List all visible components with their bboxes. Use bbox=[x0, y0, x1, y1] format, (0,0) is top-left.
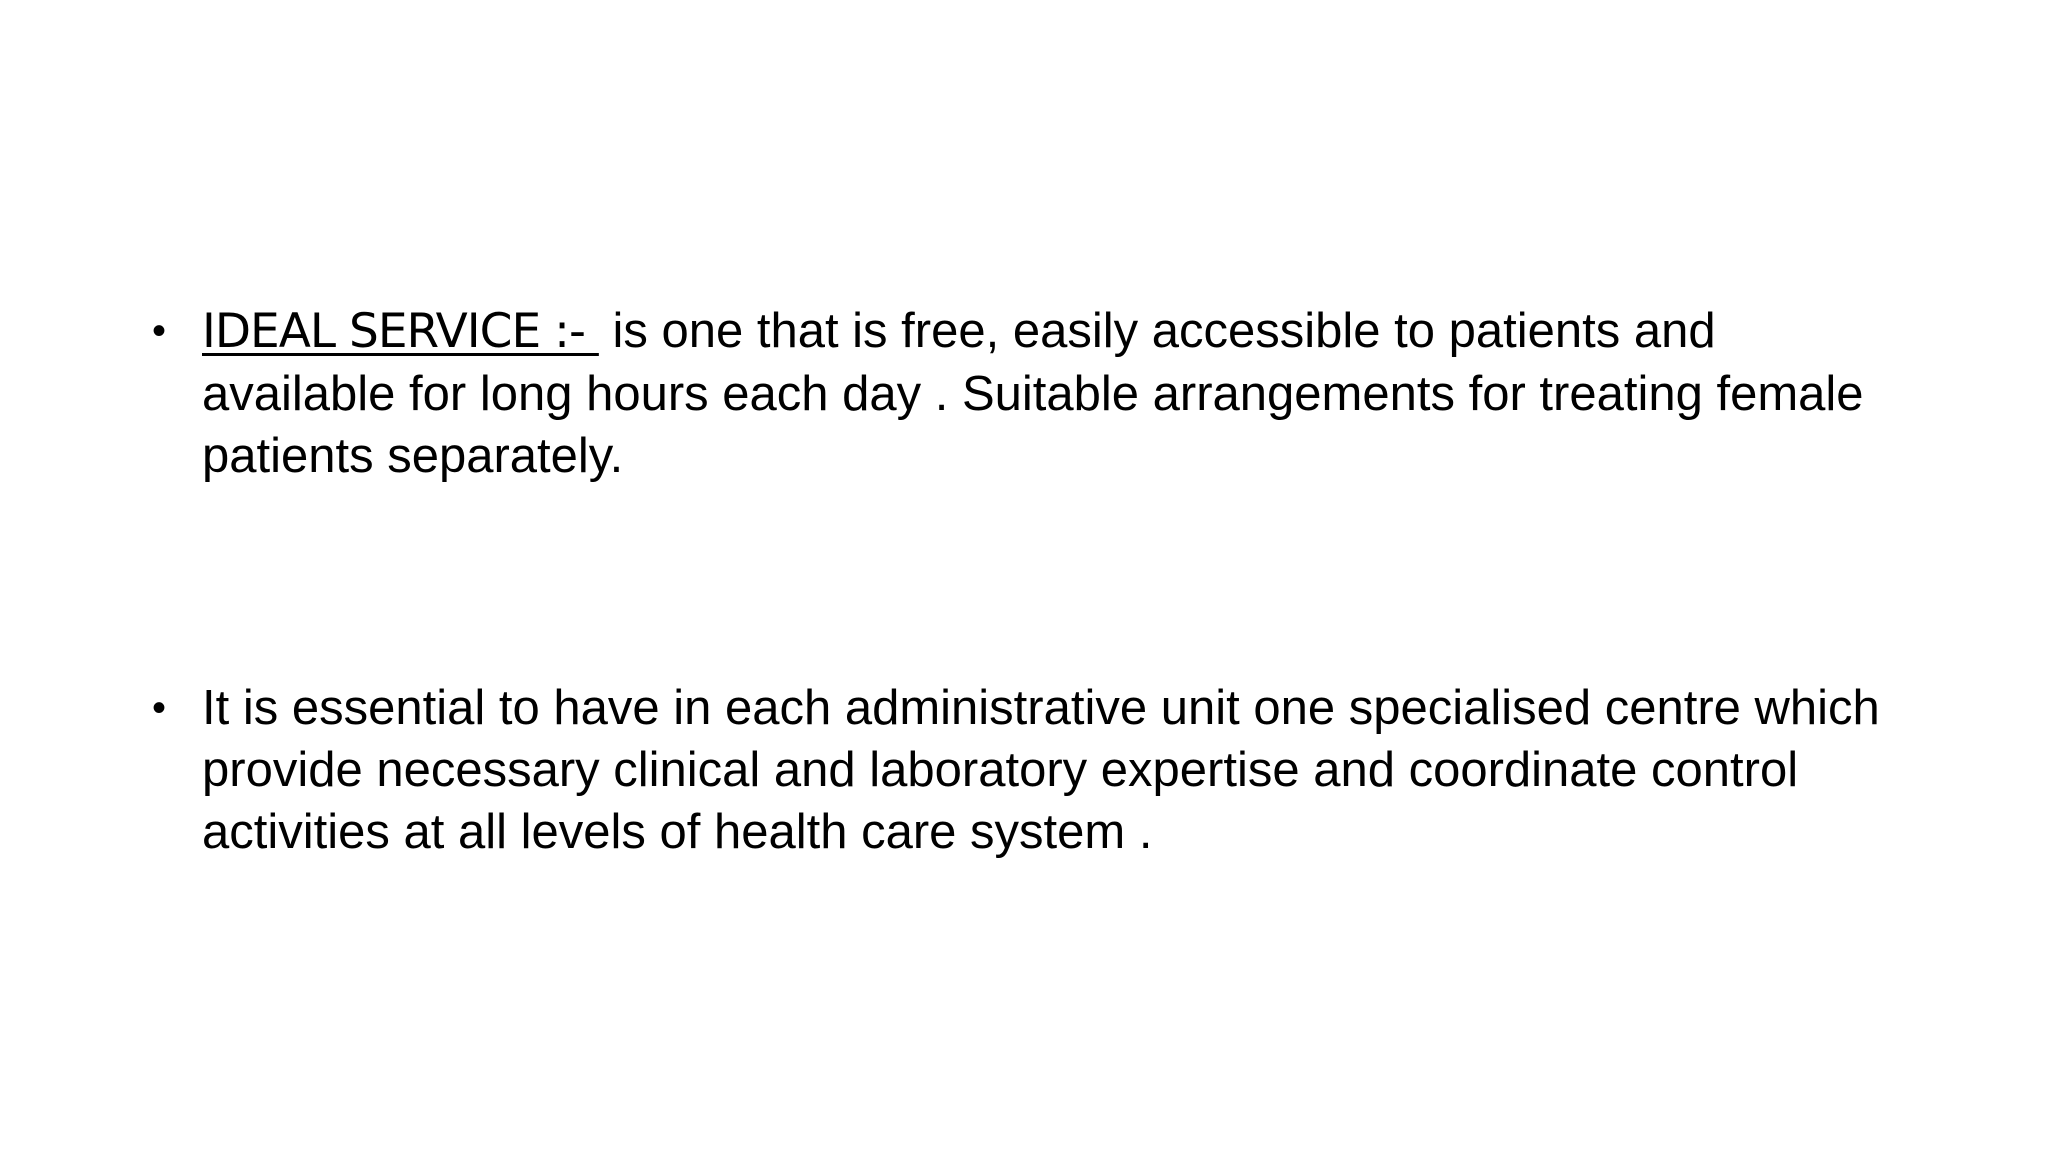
ideal-service-heading: IDEAL SERVICE :- bbox=[202, 304, 599, 359]
bullet-dot-icon: • bbox=[152, 686, 167, 730]
ideal-service-text: is one that is free, easily accessible to patients and available for long hours each day . Suitable arrangements for treating female patients separately. bbox=[202, 304, 1864, 483]
bullet-item-specialised-centre bbox=[152, 677, 1892, 863]
bullet-item-ideal-service bbox=[152, 300, 1892, 487]
bullet-dot-icon: • bbox=[152, 309, 167, 353]
specialised-centre-text: It is essential to have in each administrative unit one specialised centre which provide necessary clinical and laboratory expertise and coordinate control activities at all levels of health care system . bbox=[202, 681, 1880, 859]
bullet-list bbox=[152, 300, 1892, 863]
